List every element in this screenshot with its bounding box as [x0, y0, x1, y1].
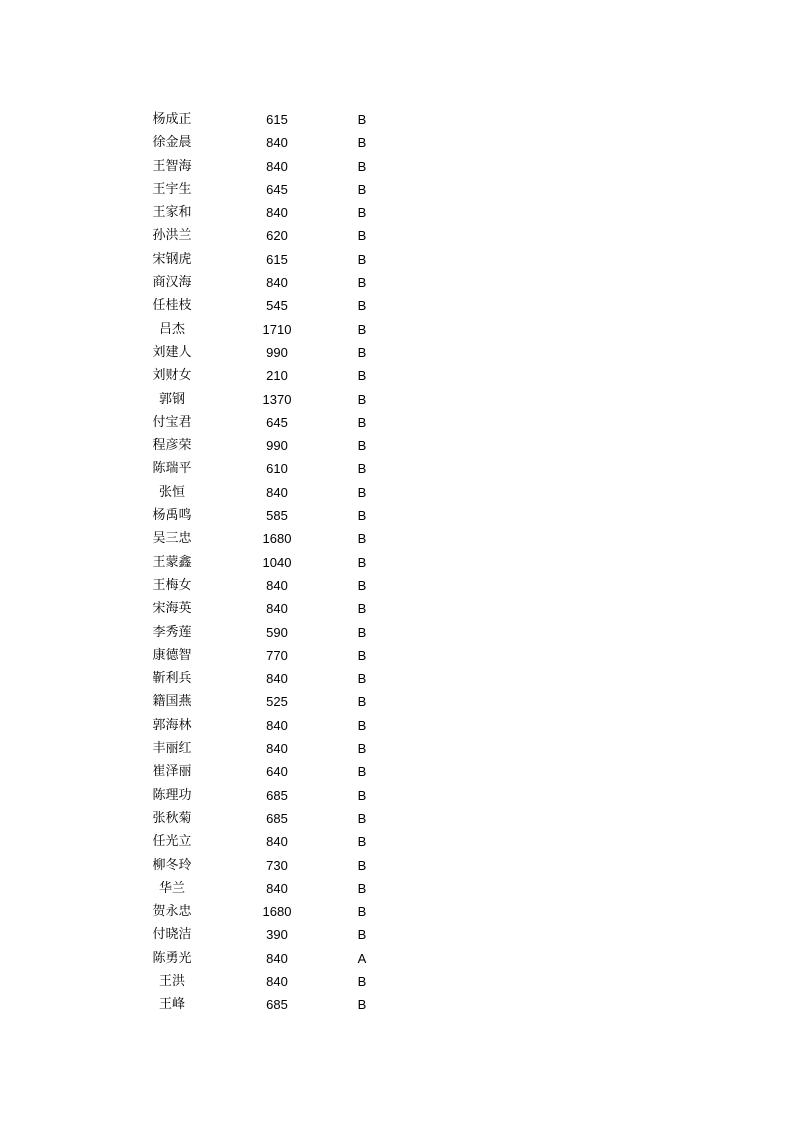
name-cell: 陈瑞平 — [152, 461, 192, 477]
name-cell: 宋海英 — [152, 601, 192, 617]
grade-cell: B — [357, 973, 367, 989]
table-row — [0, 224, 793, 247]
table-row — [0, 923, 793, 946]
grade-cell: B — [357, 741, 367, 757]
amount-cell: 390 — [266, 927, 288, 943]
name-cell: 郭钢 — [158, 391, 185, 407]
table-row — [0, 993, 793, 1016]
grade-cell: B — [357, 857, 367, 873]
grade-cell: B — [357, 508, 367, 524]
grade-cell: B — [357, 927, 367, 943]
amount-cell: 840 — [266, 973, 288, 989]
amount-cell: 840 — [266, 275, 288, 291]
name-cell: 丰丽红 — [152, 741, 192, 757]
grade-cell: B — [357, 624, 367, 640]
table-row — [0, 551, 793, 574]
amount-cell: 840 — [266, 671, 288, 687]
table-row — [0, 318, 793, 341]
amount-cell: 1680 — [262, 904, 292, 920]
name-cell: 靳利兵 — [152, 671, 192, 687]
name-cell: 陈勇光 — [152, 950, 192, 966]
amount-cell: 640 — [266, 764, 288, 780]
grade-cell: B — [357, 414, 367, 430]
name-cell: 王蒙鑫 — [152, 554, 192, 570]
amount-cell: 1040 — [262, 554, 292, 570]
amount-cell: 730 — [266, 857, 288, 873]
table-row — [0, 201, 793, 224]
amount-cell: 525 — [266, 694, 288, 710]
table-row — [0, 737, 793, 760]
table-row — [0, 830, 793, 853]
amount-cell: 645 — [266, 414, 288, 430]
amount-cell: 770 — [266, 647, 288, 663]
name-cell: 付晓洁 — [152, 927, 192, 943]
grade-cell: B — [357, 181, 367, 197]
table-row — [0, 248, 793, 271]
table-row — [0, 760, 793, 783]
amount-cell: 840 — [266, 601, 288, 617]
name-cell: 宋钢虎 — [152, 251, 192, 267]
name-cell: 华兰 — [158, 880, 185, 896]
grade-cell: B — [357, 251, 367, 267]
amount-cell: 615 — [266, 251, 288, 267]
grade-cell: B — [357, 228, 367, 244]
table-row — [0, 388, 793, 411]
grade-cell: B — [357, 717, 367, 733]
amount-cell: 840 — [266, 135, 288, 151]
table-row — [0, 597, 793, 620]
grade-cell: B — [357, 275, 367, 291]
name-cell: 付宝君 — [152, 414, 192, 430]
name-cell: 王梅女 — [152, 577, 192, 593]
grade-cell: B — [357, 391, 367, 407]
name-cell: 籍国燕 — [152, 694, 192, 710]
grade-cell: B — [357, 601, 367, 617]
grade-cell: B — [357, 321, 367, 337]
table-row — [0, 364, 793, 387]
table-row — [0, 411, 793, 434]
name-cell: 王宇生 — [152, 181, 192, 197]
name-cell: 刘建人 — [152, 344, 192, 360]
name-cell: 柳冬玲 — [152, 857, 192, 873]
grade-cell: B — [357, 461, 367, 477]
grade-cell: B — [357, 997, 367, 1013]
amount-cell: 645 — [266, 181, 288, 197]
table-row — [0, 970, 793, 993]
table-row — [0, 877, 793, 900]
amount-cell: 990 — [266, 344, 288, 360]
name-cell: 杨成正 — [152, 112, 192, 127]
table-row — [0, 178, 793, 201]
name-cell: 崔泽丽 — [152, 764, 192, 780]
table-row — [0, 131, 793, 154]
grade-cell: B — [357, 298, 367, 314]
name-cell: 徐金晨 — [152, 135, 192, 151]
table-row — [0, 155, 793, 178]
grade-cell: B — [357, 158, 367, 174]
grade-cell: B — [357, 694, 367, 710]
table-row — [0, 504, 793, 527]
table-row — [0, 807, 793, 830]
amount-cell: 685 — [266, 787, 288, 803]
table-row — [0, 271, 793, 294]
amount-cell: 1680 — [262, 531, 292, 547]
grade-cell: B — [357, 554, 367, 570]
amount-cell: 585 — [266, 508, 288, 524]
table-row — [0, 784, 793, 807]
table-row — [0, 947, 793, 970]
grade-cell: B — [357, 531, 367, 547]
name-cell: 李秀莲 — [152, 624, 192, 640]
amount-cell: 1710 — [262, 321, 292, 337]
table-row — [0, 457, 793, 480]
grade-cell: B — [357, 577, 367, 593]
amount-cell: 840 — [266, 717, 288, 733]
name-cell: 张恒 — [158, 484, 185, 500]
name-cell: 吕杰 — [158, 321, 185, 337]
name-cell: 王智海 — [152, 158, 192, 174]
grade-cell: B — [357, 135, 367, 151]
amount-cell: 685 — [266, 997, 288, 1013]
name-cell: 孙洪兰 — [152, 228, 192, 244]
grade-cell: B — [357, 904, 367, 920]
grade-cell: B — [357, 880, 367, 896]
amount-cell: 840 — [266, 950, 288, 966]
grade-cell: B — [357, 344, 367, 360]
amount-cell: 685 — [266, 810, 288, 826]
grade-cell: B — [357, 112, 367, 127]
amount-cell: 840 — [266, 834, 288, 850]
amount-cell: 620 — [266, 228, 288, 244]
amount-cell: 840 — [266, 484, 288, 500]
amount-cell: 610 — [266, 461, 288, 477]
name-cell: 任桂枝 — [152, 298, 192, 314]
table-row — [0, 294, 793, 317]
data-table — [0, 108, 793, 1017]
name-cell: 贺永忠 — [152, 904, 192, 920]
table-row — [0, 108, 793, 131]
grade-cell: B — [357, 671, 367, 687]
grade-cell: B — [357, 205, 367, 221]
table-row — [0, 900, 793, 923]
grade-cell: B — [357, 787, 367, 803]
amount-cell: 990 — [266, 438, 288, 454]
table-row — [0, 621, 793, 644]
amount-cell: 210 — [266, 368, 288, 384]
amount-cell: 1370 — [262, 391, 292, 407]
amount-cell: 840 — [266, 158, 288, 174]
grade-cell: B — [357, 368, 367, 384]
name-cell: 商汉海 — [152, 275, 192, 291]
table-row — [0, 341, 793, 364]
name-cell: 程彦荣 — [152, 438, 192, 454]
name-cell: 郭海林 — [152, 717, 192, 733]
amount-cell: 590 — [266, 624, 288, 640]
name-cell: 张秋菊 — [152, 810, 192, 826]
name-cell: 王峰 — [158, 997, 185, 1013]
table-row — [0, 527, 793, 550]
grade-cell: A — [357, 950, 367, 966]
amount-cell: 545 — [266, 298, 288, 314]
amount-cell: 840 — [266, 741, 288, 757]
table-row — [0, 481, 793, 504]
grade-cell: B — [357, 834, 367, 850]
table-row — [0, 690, 793, 713]
amount-cell: 840 — [266, 880, 288, 896]
table-row — [0, 854, 793, 877]
name-cell: 刘财女 — [152, 368, 192, 384]
table-row — [0, 434, 793, 457]
grade-cell: B — [357, 438, 367, 454]
name-cell: 杨禹鸣 — [152, 508, 192, 524]
grade-cell: B — [357, 647, 367, 663]
name-cell: 陈理功 — [152, 787, 192, 803]
name-cell: 王洪 — [158, 973, 185, 989]
table-row — [0, 667, 793, 690]
table-row — [0, 644, 793, 667]
grade-cell: B — [357, 810, 367, 826]
table-row — [0, 714, 793, 737]
name-cell: 吴三忠 — [152, 531, 192, 547]
amount-cell: 840 — [266, 577, 288, 593]
amount-cell: 840 — [266, 205, 288, 221]
amount-cell: 615 — [266, 112, 288, 127]
name-cell: 康德智 — [152, 647, 192, 663]
grade-cell: B — [357, 764, 367, 780]
grade-cell: B — [357, 484, 367, 500]
table-row — [0, 574, 793, 597]
name-cell: 任光立 — [152, 834, 192, 850]
name-cell: 王家和 — [152, 205, 192, 221]
